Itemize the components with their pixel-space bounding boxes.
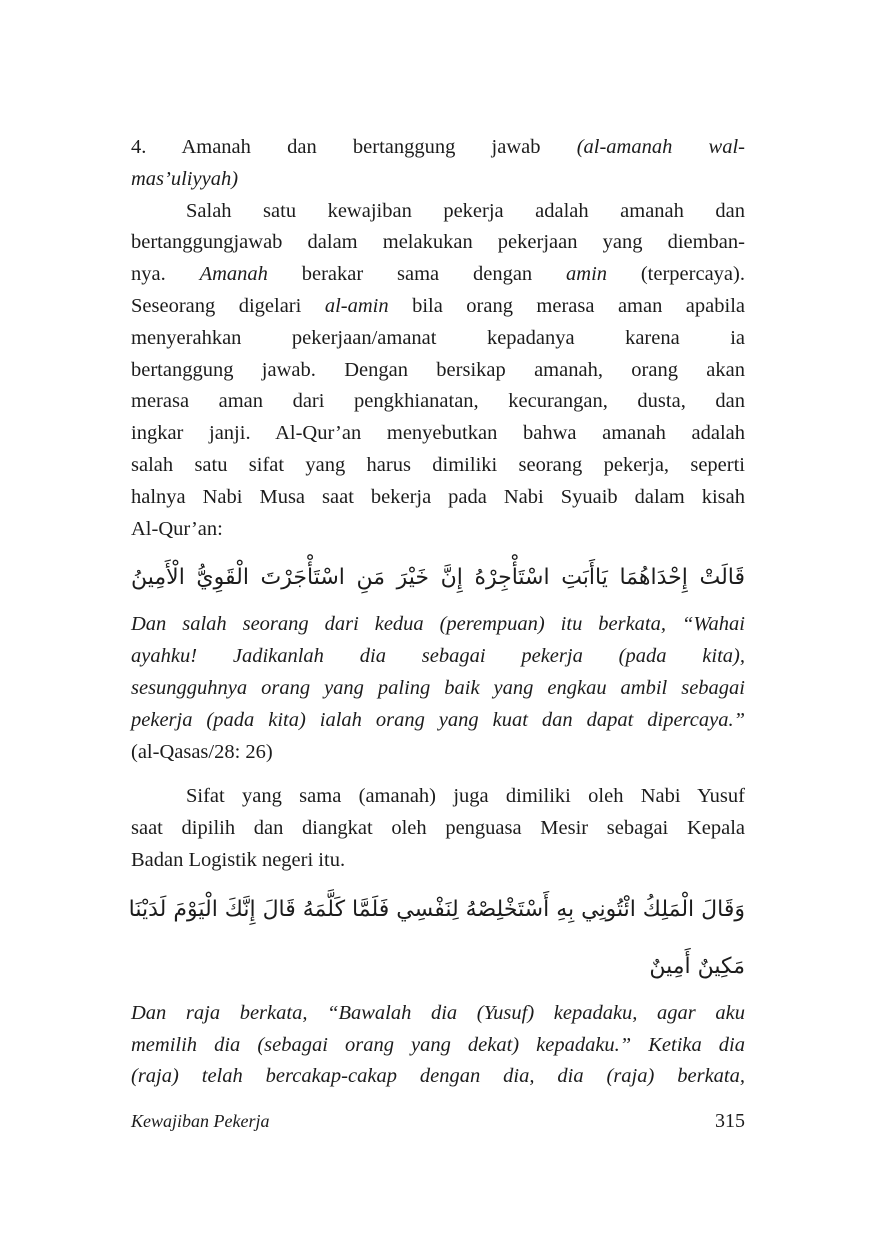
quran-verse-yusuf bbox=[128, 881, 745, 995]
text-line: 4. Amanah dan bertanggung jawab (al-amanah wal- bbox=[131, 136, 745, 158]
text-line: memilih dia (sebagai orang yang dekat) kepadaku.” Ketika dia bbox=[131, 1033, 745, 1056]
paragraph-amanah bbox=[131, 196, 745, 546]
text-line: salah satu sifat yang harus dimiliki seorang pekerja, seperti bbox=[131, 453, 745, 476]
text-line: pekerja (pada kita) ialah orang yang kuat dan dapat dipercaya.” bbox=[131, 708, 745, 731]
text-line: Dan salah seorang dari kedua (perempuan) itu berkata, “Wahai bbox=[131, 613, 745, 636]
text-line: mas’uliyyah) bbox=[131, 167, 239, 190]
arabic-line: وَقَالَ الْمَلِكُ ائْتُونِي بِهِ أَسْتَخْلِصْهُ لِنَفْسِي فَلَمَّا كَلَّمَهُ قَالَ إِنَّكَ الْيَوْمَ لَدَيْنَا bbox=[128, 896, 745, 922]
text-line: bertanggungjawab dalam melakukan pekerjaan yang diemban- bbox=[131, 231, 745, 254]
text-line: halnya Nabi Musa saat bekerja pada Nabi Syuaib dalam kisah bbox=[131, 485, 745, 508]
arabic-line: قَالَتْ إِحْدَاهُمَا يَاأَبَتِ اسْتَأْجِرْهُ إِنَّ خَيْرَ مَنِ اسْتَأْجَرْتَ الْقَوِيُّ الْأَمِينُ bbox=[131, 565, 745, 591]
text-line: Al-Qur’an: bbox=[131, 517, 223, 540]
text-line: ayahku! Jadikanlah dia sebagai pekerja (pada kita), bbox=[131, 645, 745, 668]
page-footer bbox=[131, 1110, 745, 1133]
text-line: Seseorang digelari al-amin bila orang merasa aman apabila bbox=[131, 294, 745, 317]
text-line: merasa aman dari pengkhianatan, kecurangan, dusta, dan bbox=[131, 390, 745, 413]
text-line: Badan Logistik negeri itu. bbox=[131, 848, 346, 871]
text-line: bertanggung jawab. Dengan bersikap amanah, orang akan bbox=[131, 358, 745, 381]
text-line: saat dipilih dan diangkat oleh penguasa Mesir sebagai Kepala bbox=[131, 817, 745, 840]
quran-verse-al-qasas bbox=[131, 549, 745, 606]
text-line: menyerahkan pekerjaan/amanat kepadanya karena ia bbox=[131, 326, 745, 349]
text-line: (raja) telah bercakap-cakap dengan dia, dia (raja) berkata, bbox=[131, 1065, 745, 1088]
arabic-line: مَكِينٌ أَمِينٌ bbox=[649, 953, 745, 979]
text-line: Salah satu kewajiban pekerja adalah amanah dan bbox=[186, 199, 745, 222]
page-number: 315 bbox=[715, 1110, 745, 1132]
paragraph-yusuf bbox=[131, 781, 745, 876]
text-line: Sifat yang sama (amanah) juga dimiliki oleh Nabi Yusuf bbox=[186, 785, 745, 808]
text-line: (al-Qasas/28: 26) bbox=[131, 740, 273, 763]
text-line: nya. Amanah berakar sama dengan amin (terpercaya). bbox=[131, 263, 745, 286]
section-heading bbox=[131, 132, 745, 196]
text-line: ingkar janji. Al-Qur’an menyebutkan bahwa amanah adalah bbox=[131, 422, 745, 445]
text-line: Dan raja berkata, “Bawalah dia (Yusuf) kepadaku, agar aku bbox=[131, 1001, 745, 1024]
translation-al-qasas bbox=[131, 609, 745, 768]
page-content bbox=[128, 132, 745, 1093]
running-title: Kewajiban Pekerja bbox=[131, 1111, 270, 1131]
text-line: sesungguhnya orang yang paling baik yang engkau ambil sebagai bbox=[131, 676, 745, 699]
translation-yusuf bbox=[131, 998, 745, 1093]
